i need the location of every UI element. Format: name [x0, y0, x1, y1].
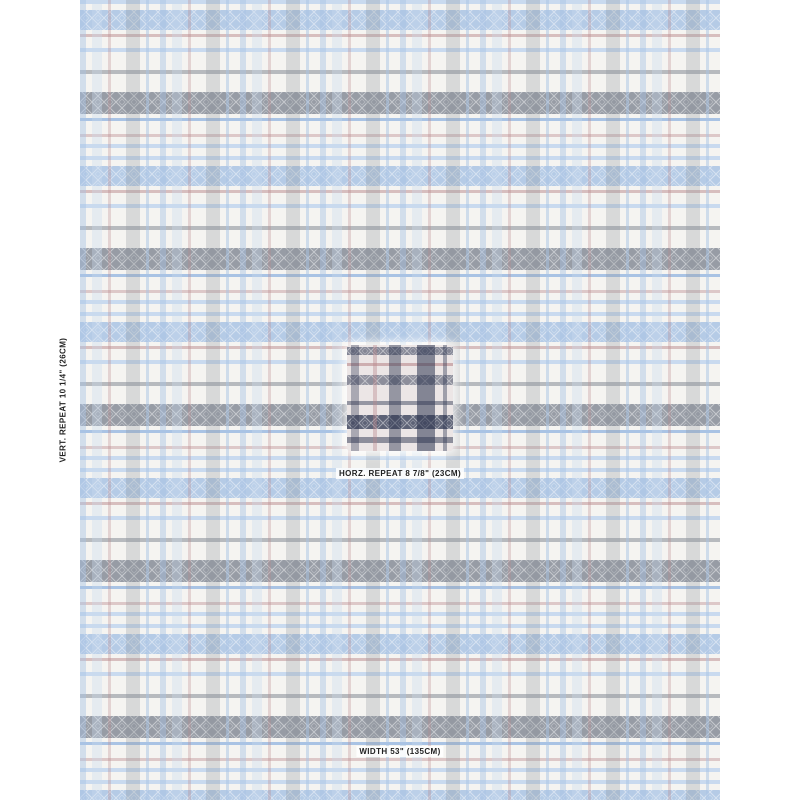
- vertical-band: [706, 0, 709, 800]
- vertical-band: [172, 0, 182, 800]
- vertical-band: [252, 0, 262, 800]
- vertical-band: [80, 0, 86, 800]
- vertical-band: [526, 0, 540, 800]
- width-label: WIDTH 53" (135CM): [356, 746, 443, 757]
- vertical-band: [572, 0, 582, 800]
- vertical-band: [108, 0, 111, 800]
- vertical-band: [160, 0, 166, 800]
- vertical-band: [188, 0, 191, 800]
- vertical-band: [286, 0, 300, 800]
- repeat-swatch: [347, 345, 453, 451]
- vertical-band: [351, 345, 359, 451]
- vertical-band: [92, 0, 102, 800]
- vertical-band: [560, 0, 566, 800]
- vertical-band: [240, 0, 246, 800]
- vertical-band: [417, 345, 435, 451]
- vertical-band: [508, 0, 511, 800]
- vertical-band: [389, 345, 401, 451]
- horz-repeat-label: HORZ. REPEAT 8 7/8" (23CM): [336, 468, 464, 479]
- vertical-band: [668, 0, 671, 800]
- vertical-band: [373, 345, 377, 451]
- vertical-band: [268, 0, 271, 800]
- vertical-band: [626, 0, 629, 800]
- vertical-band: [606, 0, 620, 800]
- vertical-band: [320, 0, 326, 800]
- vertical-band: [480, 0, 486, 800]
- vertical-band: [226, 0, 229, 800]
- vertical-band: [640, 0, 646, 800]
- swatch-plaid: [347, 345, 453, 451]
- vertical-band: [546, 0, 549, 800]
- vertical-band: [443, 345, 447, 451]
- vertical-band: [126, 0, 140, 800]
- vertical-band: [466, 0, 469, 800]
- vertical-band: [588, 0, 591, 800]
- vertical-band: [652, 0, 662, 800]
- vertical-band: [146, 0, 149, 800]
- vert-repeat-label: VERT. REPEAT 10 1/4" (26CM): [58, 337, 68, 463]
- vertical-band: [332, 0, 342, 800]
- vertical-band: [306, 0, 309, 800]
- vertical-band: [206, 0, 220, 800]
- vertical-band: [686, 0, 700, 800]
- vertical-band: [492, 0, 502, 800]
